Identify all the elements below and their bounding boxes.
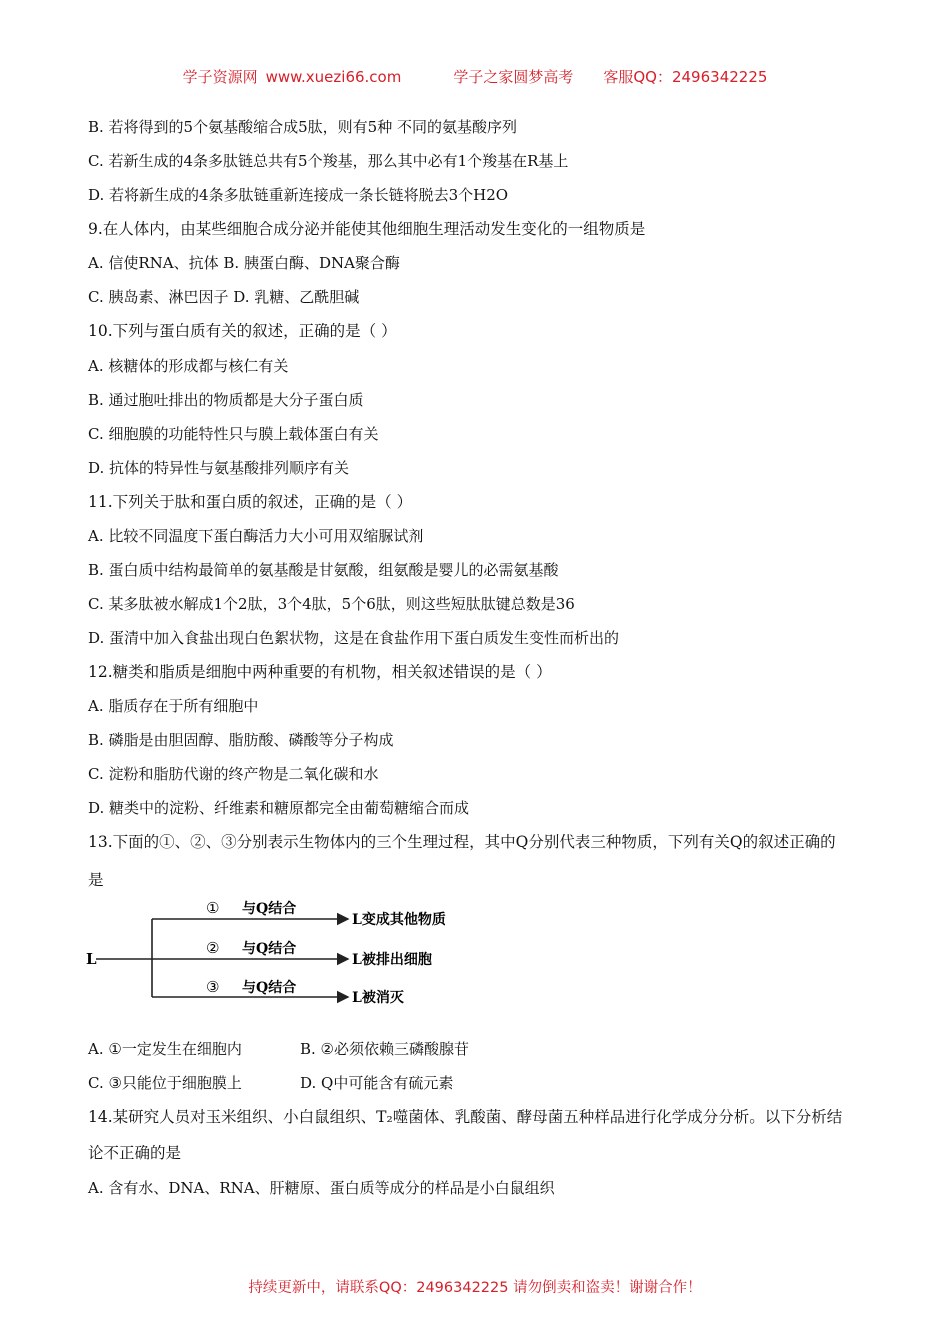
q12-option-a: A. 脂质存在于所有细胞中 — [88, 697, 259, 715]
q13-diagram — [86, 892, 486, 1022]
q10-stem: 10.下列与蛋白质有关的叙述，正确的是（ ） — [88, 322, 397, 340]
q14-option-a: A. 含有水、DNA、RNA、肝糖原、蛋白质等成分的样品是小白鼠组织 — [88, 1179, 555, 1197]
diagram-branch-1-num: ① — [206, 899, 220, 917]
diagram-branch-1-result: L变成其他物质 — [352, 912, 446, 928]
q11-option-a: A. 比较不同温度下蛋白酶活力大小可用双缩脲试剂 — [88, 527, 424, 545]
q10-option-c: C. 细胞膜的功能特性只与膜上载体蛋白有关 — [88, 425, 379, 443]
q11-option-c: C. 某多肽被水解成1个2肽，3个4肽，5个6肽，则这些短肽肽键总数是36 — [88, 595, 575, 613]
q11-stem: 11.下列关于肽和蛋白质的叙述，正确的是（ ） — [88, 493, 413, 511]
page-footer: 持续更新中，请联系QQ：2496342225 请勿倒卖和盗卖！谢谢合作！ — [248, 1280, 702, 1296]
q8-option-b: B. 若将得到的5个氨基酸缩合成5肽，则有5种 不同的氨基酸序列 — [88, 118, 517, 136]
q9-options-ab: A. 信使RNA、抗体 B. 胰蛋白酶、DNA聚合酶 — [88, 254, 400, 272]
q13-option-c: C. ③只能位于细胞膜上 — [88, 1074, 242, 1092]
q14-stem-cont: 论不正确的是 — [88, 1144, 182, 1162]
q8-option-c: C. 若新生成的4条多肽链总共有5个羧基，那么其中必有1个羧基在R基上 — [88, 152, 569, 170]
q14-stem: 14.某研究人员对玉米组织、小白鼠组织、T₂噬菌体、乳酸菌、酵母菌五种样品进行化学成分分析。以下分析结 — [88, 1108, 843, 1126]
q13-option-b: B. ②必须依赖三磷酸腺苷 — [300, 1040, 470, 1058]
q11-option-b: B. 蛋白质中结构最简单的氨基酸是甘氨酸，组氨酸是婴儿的必需氨基酸 — [88, 561, 559, 579]
diagram-branch-2-label: 与Q结合 — [242, 941, 297, 957]
q10-option-a: A. 核糖体的形成都与核仁有关 — [88, 357, 289, 375]
q12-stem: 12.糖类和脂质是细胞中两种重要的有机物，相关叙述错误的是（ ） — [88, 663, 552, 681]
header-url[interactable]: www.xuezi66.com — [265, 68, 402, 86]
q12-option-d: D. 糖类中的淀粉、纤维素和糖原都完全由葡萄糖缩合而成 — [88, 799, 470, 817]
q8-option-d: D. 若将新生成的4条多肽链重新连接成一条长链将脱去3个H2O — [88, 186, 509, 204]
diagram-branch-3-num: ③ — [206, 978, 220, 996]
q12-option-c: C. 淀粉和脂肪代谢的终产物是二氧化碳和水 — [88, 765, 379, 783]
q11-option-d: D. 蛋清中加入食盐出现白色絮状物，这是在食盐作用下蛋白质发生变性而析出的 — [88, 629, 620, 647]
q13-stem-cont: 是 — [88, 871, 104, 889]
page-header — [0, 66, 950, 87]
header-site-name: 学子资源网 — [182, 68, 258, 86]
q12-option-b: B. 磷脂是由胆固醇、脂肪酸、磷酸等分子构成 — [88, 731, 394, 749]
q13-option-d: D. Q中可能含有硫元素 — [300, 1074, 454, 1092]
header-slogan: 学子之家圆梦高考 — [453, 68, 574, 86]
diagram-branch-1-label: 与Q结合 — [242, 901, 297, 917]
diagram-branch-2-result: L被排出细胞 — [352, 952, 432, 968]
q9-stem: 9.在人体内，由某些细胞合成分泌并能使其他细胞生理活动发生变化的一组物质是 — [88, 220, 646, 238]
q13-option-a: A. ①一定发生在细胞内 — [88, 1040, 242, 1058]
diagram-source-l: L — [86, 950, 97, 968]
q13-stem: 13.下面的①、②、③分别表示生物体内的三个生理过程，其中Q分别代表三种物质，下列有关Q的叙述正确的 — [88, 833, 836, 851]
diagram-branch-3-label: 与Q结合 — [242, 980, 297, 996]
diagram-branch-3-result: L被消灭 — [352, 990, 404, 1006]
q10-option-b: B. 通过胞吐排出的物质都是大分子蛋白质 — [88, 391, 364, 409]
diagram-branch-2-num: ② — [206, 939, 220, 957]
q13-options-row-1 — [88, 1039, 469, 1059]
q9-options-cd: C. 胰岛素、淋巴因子 D. 乳糖、乙酰胆碱 — [88, 288, 360, 306]
q13-options-row-2 — [88, 1073, 453, 1093]
header-service: 客服QQ：2496342225 — [603, 68, 768, 86]
q10-option-d: D. 抗体的特异性与氨基酸排列顺序有关 — [88, 459, 350, 477]
